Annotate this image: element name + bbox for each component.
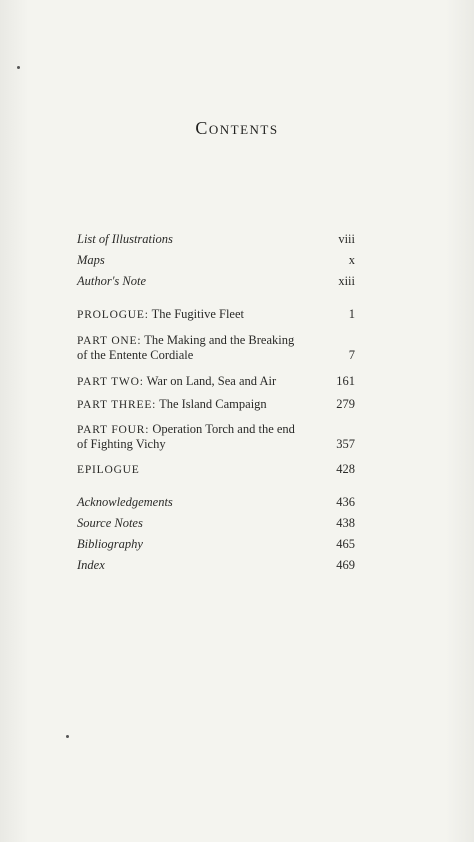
part-title-line2: of the Entente Cordiale: [77, 348, 194, 362]
part-title-line2: of Fighting Vichy: [77, 437, 166, 451]
toc-entry-page: 7: [348, 348, 355, 362]
toc-entry-title: Maps: [77, 253, 105, 267]
toc-entry-page: 436: [336, 495, 355, 509]
toc-entry-title: Bibliography: [77, 537, 143, 551]
part-label: PART FOUR:: [77, 424, 150, 436]
toc-entry-title: [77, 422, 327, 438]
toc-entry-page: 1: [348, 307, 355, 321]
toc-entry-page: x: [348, 253, 355, 267]
toc-entry-title: [77, 374, 327, 390]
toc-entry-page: 465: [336, 537, 355, 551]
toc-entry-title: [77, 462, 327, 478]
toc-entry-page: 438: [336, 516, 355, 530]
toc-entry-page: 279: [336, 397, 355, 411]
part-title: The Making and the Breaking: [144, 333, 295, 347]
toc-entry-page: viii: [338, 232, 355, 246]
part-title: The Island Campaign: [159, 397, 267, 411]
toc-entry-page: 428: [336, 462, 355, 476]
part-label: EPILOGUE: [77, 464, 140, 476]
part-label: PART THREE:: [77, 399, 157, 411]
page-title: Contents: [195, 118, 279, 138]
part-title: War on Land, Sea and Air: [146, 374, 277, 388]
toc-entry-page: 469: [336, 558, 355, 572]
toc-entry-page: 357: [336, 437, 355, 451]
part-label: PART ONE:: [77, 335, 142, 347]
toc-entry-title: [77, 397, 327, 413]
ink-speck: [17, 66, 20, 69]
toc-entry-title: List of Illustrations: [77, 232, 173, 246]
ink-speck: [66, 735, 69, 738]
toc-entry-title: Index: [77, 558, 105, 572]
part-label: PROLOGUE:: [77, 309, 149, 321]
toc-entry-page: xiii: [338, 274, 355, 288]
toc-entry-title: Author's Note: [77, 274, 146, 288]
toc-entry-title: [77, 307, 327, 323]
toc-entry-title: [77, 333, 327, 349]
toc-entry-title: Source Notes: [77, 516, 143, 530]
part-title: The Fugitive Fleet: [151, 307, 244, 321]
toc-entry-title: Acknowledgements: [77, 495, 173, 509]
toc-entry-page: 161: [336, 374, 355, 388]
part-label: PART TWO:: [77, 376, 144, 388]
part-title: Operation Torch and the end: [152, 422, 295, 436]
